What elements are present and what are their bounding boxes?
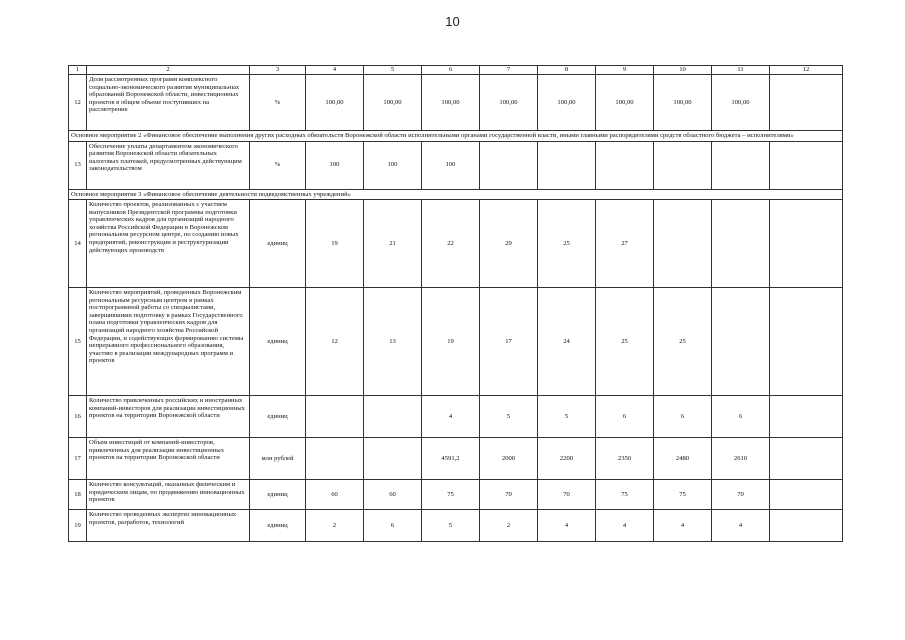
value-cell: 100 [306,141,364,189]
page-number: 10 [445,14,460,29]
value-cell: 6 [712,396,770,438]
value-cell: 2000 [480,438,538,480]
table-row [69,75,843,131]
indicator-name: Доля рассмотренных программ комплексного социально-экономического развития муниципальных образований Воронежской области, инвестиционных проектов в общем объеме поступивших на рассмотрение [87,75,250,131]
header-cell: 5 [364,66,422,75]
value-cell: 4 [654,510,712,542]
value-cell: 100,00 [480,75,538,131]
value-cell: 100 [422,141,480,189]
unit-cell: единиц [250,480,306,510]
value-cell [770,396,843,438]
section-title: Основное мероприятие 2 «Финансовое обеспечение выполнения других расходных обязательств Воронежской области исполнительными органами государственной власти, иными главными распорядителями средств областного бюджета – исполнителями» [69,131,843,142]
value-cell [712,141,770,189]
value-cell [770,480,843,510]
value-cell [306,396,364,438]
row-number: 19 [69,510,87,542]
value-cell [654,141,712,189]
unit-cell: единиц [250,510,306,542]
value-cell: 6 [364,510,422,542]
table-row [69,141,843,189]
header-cell: 7 [480,66,538,75]
value-cell: 2480 [654,438,712,480]
value-cell: 22 [422,200,480,288]
value-cell [596,141,654,189]
value-cell: 25 [538,200,596,288]
value-cell: 75 [596,480,654,510]
table-row [69,438,843,480]
value-cell: 19 [306,200,364,288]
header-cell: 12 [770,66,843,75]
value-cell: 70 [538,480,596,510]
value-cell: 70 [712,480,770,510]
section-row [69,189,843,200]
value-cell: 2 [480,510,538,542]
value-cell: 25 [654,288,712,396]
indicator-name: Количество проведенных экспертиз инновационных проектов, разработок, технологий [87,510,250,542]
value-cell [712,200,770,288]
section-row [69,131,843,142]
unit-cell: % [250,141,306,189]
value-cell: 4 [712,510,770,542]
header-row [69,66,843,75]
indicator-name: Количество проектов, реализованных с участием выпускников Президентской программы подготовки управленческих кадров для организаций народного хозяйства Российской Федерации в Воронежском региональном ресурсном центре, по созданию новых предприятий, реконструкции и реструктуризации действующих производств [87,200,250,288]
value-cell: 2350 [596,438,654,480]
value-cell [770,200,843,288]
header-cell: 6 [422,66,480,75]
indicator-name: Количество консультаций, оказанных физическим и юридическим лицам, по продвижению инновационных проектов [87,480,250,510]
value-cell: 100,00 [306,75,364,131]
value-cell: 100,00 [712,75,770,131]
value-cell: 19 [422,288,480,396]
table-row [69,396,843,438]
value-cell: 2610 [712,438,770,480]
header-cell: 11 [712,66,770,75]
header-cell: 10 [654,66,712,75]
value-cell: 5 [538,396,596,438]
value-cell: 100,00 [596,75,654,131]
value-cell: 100 [364,141,422,189]
value-cell: 6 [654,396,712,438]
row-number: 16 [69,396,87,438]
value-cell: 4 [538,510,596,542]
value-cell: 75 [422,480,480,510]
value-cell: 25 [596,288,654,396]
value-cell: 12 [306,288,364,396]
value-cell: 5 [480,396,538,438]
indicator-name: Количество привлеченных российских и иностранных компаний-инвесторов для реализации инвестиционных проектов на территории Воронежской области [87,396,250,438]
value-cell: 60 [364,480,422,510]
value-cell [770,510,843,542]
header-cell: 8 [538,66,596,75]
unit-cell: единиц [250,200,306,288]
value-cell: 60 [306,480,364,510]
row-number: 14 [69,200,87,288]
value-cell: 4591,2 [422,438,480,480]
value-cell: 100,00 [422,75,480,131]
row-number: 18 [69,480,87,510]
value-cell [770,438,843,480]
unit-cell: единиц [250,288,306,396]
value-cell: 75 [654,480,712,510]
unit-cell: млн рублей [250,438,306,480]
value-cell [770,288,843,396]
value-cell [480,141,538,189]
value-cell: 4 [596,510,654,542]
value-cell [364,396,422,438]
value-cell [538,141,596,189]
value-cell: 29 [480,200,538,288]
value-cell: 21 [364,200,422,288]
value-cell: 100,00 [538,75,596,131]
value-cell [712,288,770,396]
unit-cell: единиц [250,396,306,438]
value-cell [364,438,422,480]
row-number: 12 [69,75,87,131]
indicator-name: Количество мероприятий, проведенных Воронежским региональным ресурсным центром в рамках постпрограммной работы со специалистами, завершившими подготовку в рамках Государственного плана подготовки управленческих кадров для организаций народного хозяйства Российской Федерации, и содействующих формированию системы непрерывного профессионального образования, участию в реализации международных программ и проектов [87,288,250,396]
value-cell [770,141,843,189]
row-number: 17 [69,438,87,480]
value-cell [654,200,712,288]
header-cell: 4 [306,66,364,75]
value-cell: 100,00 [654,75,712,131]
table-row [69,510,843,542]
table-row [69,480,843,510]
value-cell: 70 [480,480,538,510]
value-cell: 2 [306,510,364,542]
header-cell: 3 [250,66,306,75]
value-cell [770,75,843,131]
table-row [69,288,843,396]
indicator-name: Объем инвестиций от компаний-инвесторов, привлеченных для реализации инвестиционных проектов на территории Воронежской области [87,438,250,480]
value-cell [306,438,364,480]
unit-cell: % [250,75,306,131]
table-row [69,200,843,288]
value-cell: 27 [596,200,654,288]
value-cell: 100,00 [364,75,422,131]
value-cell: 6 [596,396,654,438]
indicators-table [68,65,843,542]
value-cell: 24 [538,288,596,396]
value-cell: 5 [422,510,480,542]
indicator-name: Обеспечение уплаты департаментом экономического развития Воронежской области обязательных налоговых платежей, предусмотренных действующим законодательством [87,141,250,189]
value-cell: 13 [364,288,422,396]
section-title: Основное мероприятие 3 «Финансовое обеспечение деятельности подведомственных учреждений» [69,189,843,200]
header-cell: 9 [596,66,654,75]
value-cell: 17 [480,288,538,396]
value-cell: 2200 [538,438,596,480]
header-cell: 1 [69,66,87,75]
row-number: 15 [69,288,87,396]
header-cell: 2 [87,66,250,75]
value-cell: 4 [422,396,480,438]
row-number: 13 [69,141,87,189]
